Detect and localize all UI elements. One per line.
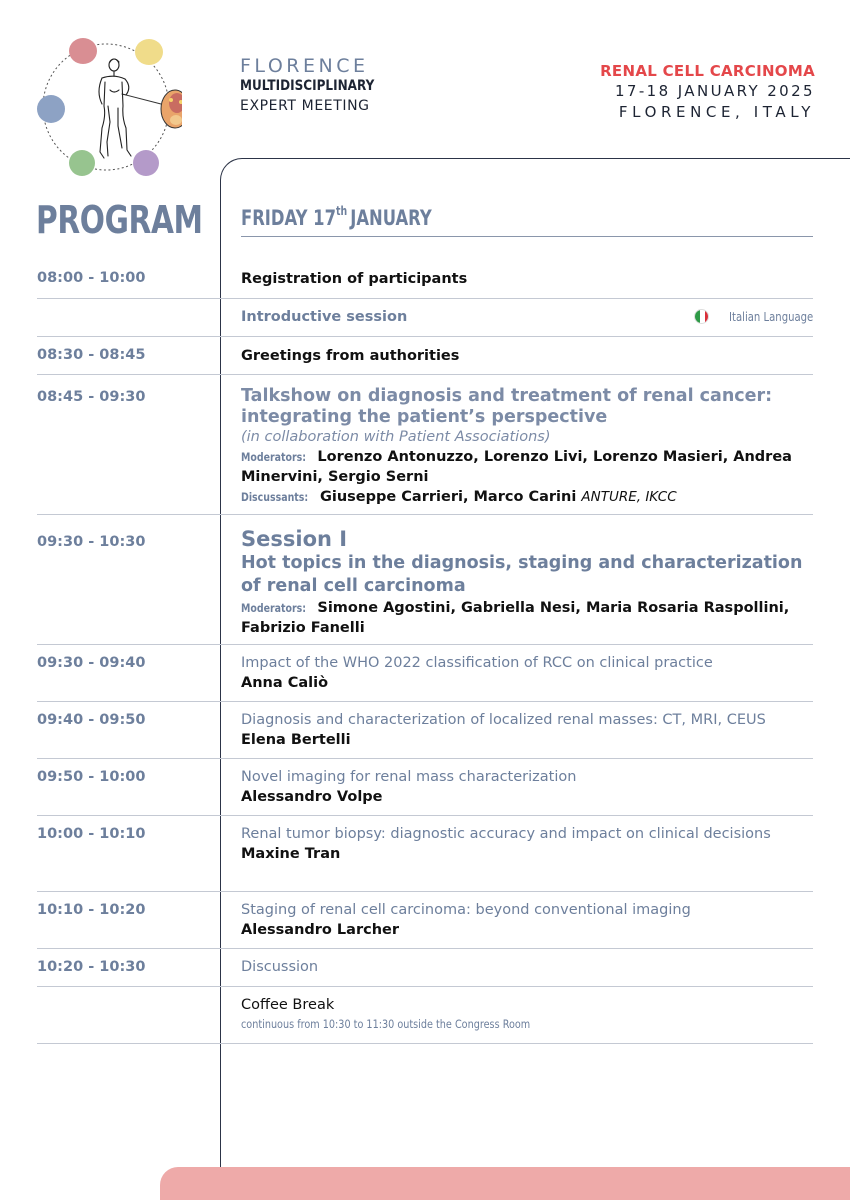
- session-label: Session I: [241, 527, 348, 551]
- schedule-row: [37, 375, 813, 515]
- lecture-title: Impact of the WHO 2022 classification of RCC on clinical practice: [241, 655, 713, 671]
- row-time: 10:20 - 10:30: [37, 959, 146, 975]
- frame-top-line: [400, 158, 850, 159]
- schedule-row: [37, 816, 813, 892]
- schedule-row: [37, 759, 813, 816]
- row-time: 10:10 - 10:20: [37, 902, 146, 918]
- schedule-row: [37, 337, 813, 375]
- speaker-name: Alessandro Volpe: [241, 789, 383, 805]
- lecture-title: Staging of renal cell carcinoma: beyond conventional imaging: [241, 902, 691, 918]
- conference-title: RENAL CELL CARCINOMA: [600, 62, 815, 80]
- coffee-break-note: continuous from 10:30 to 11:30 outside the Congress Room: [241, 1017, 531, 1031]
- coffee-break-title: Coffee Break: [241, 997, 335, 1013]
- schedule-row: [37, 949, 813, 987]
- schedule-row: [37, 702, 813, 759]
- row-time: 09:40 - 09:50: [37, 712, 146, 728]
- moderators-label: Moderators:: [241, 450, 307, 464]
- moderators-line: [241, 598, 813, 638]
- speaker-name: Anna Caliò: [241, 675, 329, 691]
- event-logo: [30, 32, 182, 182]
- conference-place: FLORENCE, ITALY: [618, 103, 815, 121]
- schedule-row: [37, 987, 813, 1044]
- session-title: Hot topics in the diagnosis, staging and characterization of renal cell carcinoma: [241, 553, 803, 596]
- moderators-names: Lorenzo Antonuzzo, Lorenzo Livi, Lorenzo Masieri, Andrea Minervini, Sergio Serni: [241, 449, 792, 485]
- speaker-name: Maxine Tran: [241, 846, 341, 862]
- row-time: 09:50 - 10:00: [37, 769, 146, 785]
- lecture-title: Discussion: [241, 959, 319, 975]
- moderators-names: Simone Agostini, Gabriella Nesi, Maria Rosaria Raspollini, Fabrizio Fanelli: [241, 600, 790, 636]
- lecture-title: Novel imaging for renal mass characterization: [241, 769, 577, 785]
- row-title: Introductive session: [241, 309, 408, 325]
- day-title: [241, 206, 432, 230]
- day-divider: [241, 236, 813, 237]
- conference-dates: 17-18 JANUARY 2025: [614, 82, 815, 100]
- meeting-line-1: FLORENCE: [240, 55, 369, 77]
- speaker-name: Alessandro Larcher: [241, 922, 400, 938]
- discussants-line: [241, 487, 813, 507]
- conference-info: [600, 61, 815, 123]
- lecture-title: Diagnosis and characterization of localized renal masses: CT, MRI, CEUS: [241, 712, 766, 728]
- schedule-row: [37, 892, 813, 949]
- day-weekday: FRIDAY 17: [241, 206, 336, 230]
- meeting-line-3: EXPERT MEETING: [240, 98, 370, 114]
- row-time: 09:30 - 09:40: [37, 655, 146, 671]
- discussants-names: Giuseppe Carrieri, Marco Carini: [319, 489, 577, 505]
- row-time: 08:00 - 10:00: [37, 270, 146, 286]
- program-title: PROGRAM: [36, 198, 203, 242]
- talkshow-title: Talkshow on diagnosis and treatment of renal cancer: integrating the patient’s perspective: [241, 386, 773, 427]
- schedule-row: [37, 645, 813, 702]
- language-label: Italian Language: [728, 309, 813, 324]
- discussants-orgs: ANTURE, IKCC: [581, 489, 677, 505]
- day-suffix: th: [335, 204, 348, 218]
- meeting-name-block: [240, 56, 400, 116]
- talkshow-subtitle: (in collaboration with Patient Associations): [241, 429, 551, 445]
- footer-bar: [160, 1167, 850, 1200]
- speaker-name: Elena Bertelli: [241, 732, 351, 748]
- row-title: Registration of participants: [241, 271, 468, 287]
- schedule-row: [37, 299, 813, 337]
- schedule-row: [37, 515, 813, 645]
- row-time: 09:30 - 10:30: [37, 534, 146, 550]
- moderators-label: Moderators:: [241, 601, 307, 615]
- lecture-title: Renal tumor biopsy: diagnostic accuracy and impact on clinical decisions: [241, 826, 771, 842]
- italian-flag-icon: [694, 309, 709, 324]
- meeting-line-2: MULTIDISCIPLINARY: [240, 78, 375, 94]
- row-title: Greetings from authorities: [241, 348, 460, 364]
- discussants-label: Discussants:: [241, 490, 309, 504]
- row-time: 08:30 - 08:45: [37, 347, 146, 363]
- language-indicator: [694, 309, 813, 324]
- row-time: 08:45 - 09:30: [37, 389, 146, 405]
- day-month: JANUARY: [350, 206, 432, 230]
- row-time: 10:00 - 10:10: [37, 826, 146, 842]
- schedule-row: [37, 262, 813, 299]
- moderators-line: [241, 447, 813, 487]
